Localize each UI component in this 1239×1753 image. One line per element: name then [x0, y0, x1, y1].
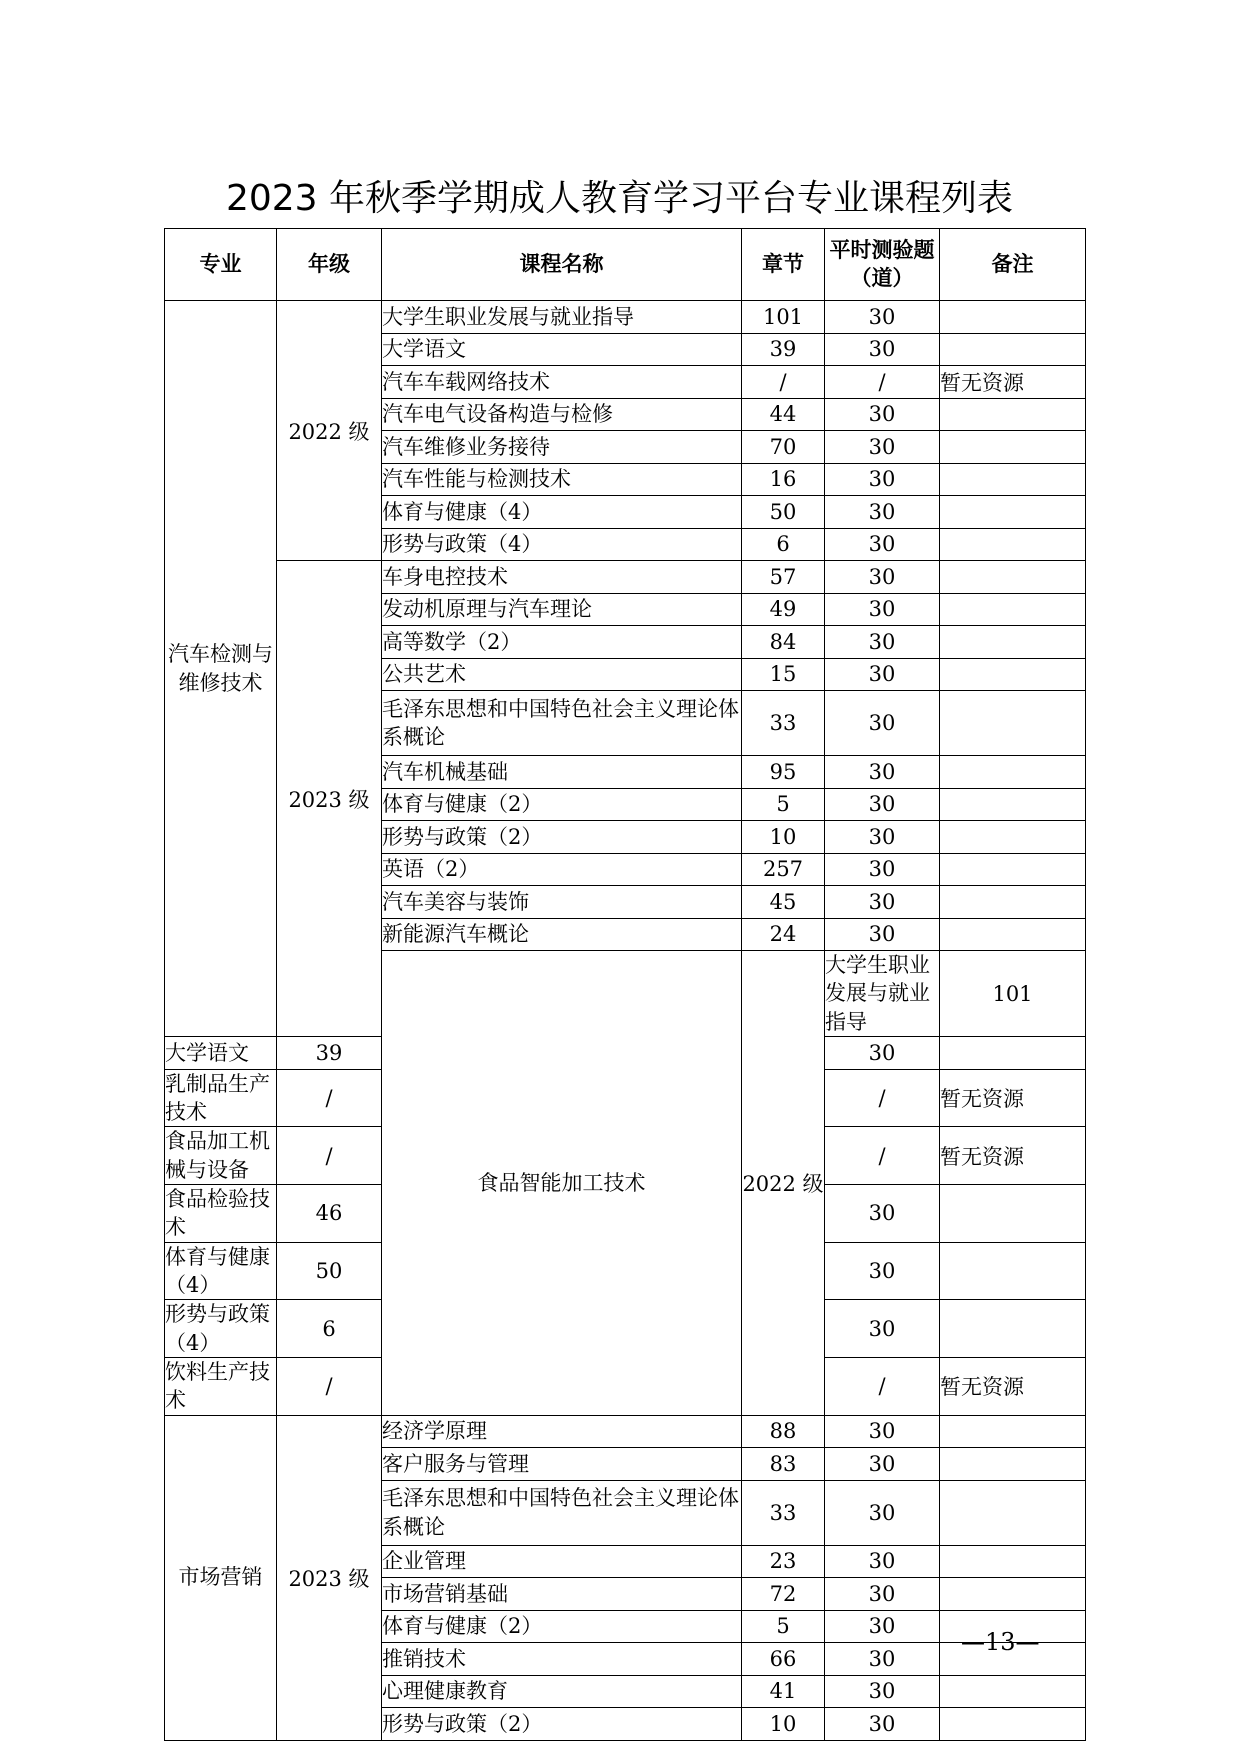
chapters-cell: 5 — [742, 1610, 825, 1643]
quiz-count-cell: / — [825, 1069, 940, 1127]
chapters-cell: 95 — [742, 756, 825, 789]
course-name-cell: 公共艺术 — [382, 658, 742, 691]
chapters-cell: 16 — [742, 463, 825, 496]
note-cell — [940, 853, 1086, 886]
chapters-cell: 49 — [742, 593, 825, 626]
quiz-count-cell: 30 — [825, 398, 940, 431]
note-cell — [940, 1184, 1086, 1242]
table-row — [165, 561, 1086, 594]
course-name-cell: 毛泽东思想和中国特色社会主义理论体系概论 — [382, 691, 742, 756]
note-cell — [940, 1675, 1086, 1708]
table-row — [165, 1415, 1086, 1448]
note-cell — [940, 561, 1086, 594]
note-cell — [940, 788, 1086, 821]
note-cell — [940, 1300, 1086, 1358]
grade-cell: 2022 级 — [277, 301, 382, 561]
quiz-count-cell: 30 — [825, 1242, 940, 1300]
chapters-cell: 33 — [742, 691, 825, 756]
note-cell — [940, 1480, 1086, 1545]
quiz-count-cell: 30 — [825, 301, 940, 334]
quiz-count-cell: 30 — [825, 658, 940, 691]
quiz-count-cell: 30 — [825, 886, 940, 919]
course-name-cell: 客户服务与管理 — [382, 1448, 742, 1481]
course-name-cell: 大学生职业发展与就业指导 — [825, 951, 940, 1037]
chapters-cell: 33 — [742, 1480, 825, 1545]
major-cell: 市场营销 — [165, 1415, 277, 1740]
note-cell — [940, 1578, 1086, 1611]
grade-cell: 2023 级 — [277, 561, 382, 1037]
course-name-cell: 食品检验技术 — [165, 1184, 277, 1242]
note-cell — [940, 1037, 1086, 1070]
quiz-count-cell: 30 — [825, 691, 940, 756]
course-name-cell: 发动机原理与汽车理论 — [382, 593, 742, 626]
chapters-cell: 84 — [742, 626, 825, 659]
chapters-cell: 46 — [277, 1184, 382, 1242]
quiz-count-cell: 30 — [825, 593, 940, 626]
note-cell — [940, 1708, 1086, 1741]
note-cell: 暂无资源 — [940, 1357, 1086, 1415]
table-header — [165, 229, 1086, 301]
chapters-cell: 5 — [742, 788, 825, 821]
chapters-cell: 257 — [742, 853, 825, 886]
quiz-count-cell: 30 — [825, 1300, 940, 1358]
page-number: —13— — [961, 1628, 1040, 1656]
chapters-cell: 6 — [277, 1300, 382, 1358]
course-name-cell: 英语（2） — [382, 853, 742, 886]
chapters-cell: 15 — [742, 658, 825, 691]
quiz-count-cell: 30 — [825, 1480, 940, 1545]
quiz-count-cell: 30 — [825, 1643, 940, 1676]
header-row — [165, 229, 1086, 301]
course-name-cell: 汽车车载网络技术 — [382, 366, 742, 399]
chapters-cell: 50 — [742, 496, 825, 529]
chapters-cell: / — [277, 1127, 382, 1185]
quiz-count-cell: 30 — [825, 1037, 940, 1070]
quiz-count-cell: 30 — [825, 1184, 940, 1242]
quiz-count-cell: 30 — [825, 1708, 940, 1741]
course-name-cell: 乳制品生产技术 — [165, 1069, 277, 1127]
course-name-cell: 毛泽东思想和中国特色社会主义理论体系概论 — [382, 1480, 742, 1545]
quiz-count-cell: 30 — [825, 918, 940, 951]
note-cell — [940, 691, 1086, 756]
quiz-count-cell: 30 — [825, 431, 940, 464]
course-name-cell: 汽车性能与检测技术 — [382, 463, 742, 496]
table-row — [165, 301, 1086, 334]
chapters-cell: 70 — [742, 431, 825, 464]
note-cell — [940, 333, 1086, 366]
header-course: 课程名称 — [382, 229, 742, 301]
course-name-cell: 体育与健康（2） — [382, 788, 742, 821]
course-name-cell: 体育与健康（4） — [165, 1242, 277, 1300]
note-cell — [940, 1242, 1086, 1300]
chapters-cell: 41 — [742, 1675, 825, 1708]
course-name-cell: 汽车电气设备构造与检修 — [382, 398, 742, 431]
chapters-cell: 6 — [742, 528, 825, 561]
quiz-count-cell: 30 — [825, 463, 940, 496]
chapters-cell: 83 — [742, 1448, 825, 1481]
chapters-cell: / — [742, 366, 825, 399]
course-name-cell: 市场营销基础 — [382, 1578, 742, 1611]
note-cell — [940, 886, 1086, 919]
course-name-cell: 汽车维修业务接待 — [382, 431, 742, 464]
note-cell: 暂无资源 — [940, 366, 1086, 399]
quiz-count-cell: 30 — [825, 1545, 940, 1578]
course-name-cell: 形势与政策（2） — [382, 821, 742, 854]
table-body — [165, 301, 1086, 1741]
quiz-count-cell: 30 — [825, 333, 940, 366]
chapters-cell: 45 — [742, 886, 825, 919]
note-cell — [940, 1415, 1086, 1448]
course-name-cell: 高等数学（2） — [382, 626, 742, 659]
quiz-count-cell: 30 — [825, 788, 940, 821]
quiz-count-cell: 30 — [825, 1610, 940, 1643]
note-cell — [940, 1545, 1086, 1578]
course-name-cell: 企业管理 — [382, 1545, 742, 1578]
chapters-cell: 10 — [742, 821, 825, 854]
course-name-cell: 心理健康教育 — [382, 1675, 742, 1708]
page-title: 2023 年秋季学期成人教育学习平台专业课程列表 — [225, 178, 1014, 219]
note-cell: 暂无资源 — [940, 1069, 1086, 1127]
course-name-cell: 体育与健康（2） — [382, 1610, 742, 1643]
note-cell — [940, 528, 1086, 561]
note-cell — [940, 821, 1086, 854]
chapters-cell: 72 — [742, 1578, 825, 1611]
note-cell — [940, 431, 1086, 464]
note-cell — [940, 301, 1086, 334]
quiz-count-cell: 30 — [825, 756, 940, 789]
quiz-count-cell: / — [825, 1127, 940, 1185]
quiz-count-cell: 30 — [825, 626, 940, 659]
header-chapters: 章节 — [742, 229, 825, 301]
grade-cell: 2022 级 — [742, 951, 825, 1416]
quiz-count-cell: 30 — [825, 1578, 940, 1611]
quiz-count-cell: 30 — [825, 821, 940, 854]
chapters-cell: 88 — [742, 1415, 825, 1448]
note-cell — [940, 756, 1086, 789]
major-cell: 汽车检测与维修技术 — [165, 301, 277, 1037]
quiz-count-cell: / — [825, 1357, 940, 1415]
note-cell — [940, 658, 1086, 691]
grade-cell: 2023 级 — [277, 1415, 382, 1740]
course-name-cell: 汽车美容与装饰 — [382, 886, 742, 919]
quiz-count-cell: 30 — [825, 853, 940, 886]
quiz-count-cell: 30 — [825, 496, 940, 529]
chapters-cell: / — [277, 1357, 382, 1415]
chapters-cell: 39 — [742, 333, 825, 366]
note-cell — [940, 918, 1086, 951]
note-cell: 暂无资源 — [940, 1127, 1086, 1185]
quiz-count-cell: / — [825, 366, 940, 399]
chapters-cell: 66 — [742, 1643, 825, 1676]
quiz-count-cell: 30 — [825, 561, 940, 594]
quiz-count-cell: 30 — [825, 1415, 940, 1448]
course-name-cell: 大学语文 — [165, 1037, 277, 1070]
quiz-count-cell: 30 — [825, 1675, 940, 1708]
chapters-cell: / — [277, 1069, 382, 1127]
note-cell — [940, 463, 1086, 496]
quiz-count-cell: 30 — [825, 528, 940, 561]
course-name-cell: 形势与政策（4） — [165, 1300, 277, 1358]
header-quiz: 平时测验题（道） — [825, 229, 940, 301]
chapters-cell: 39 — [277, 1037, 382, 1070]
chapters-cell: 101 — [940, 951, 1086, 1037]
course-name-cell: 饮料生产技术 — [165, 1357, 277, 1415]
course-name-cell: 形势与政策（2） — [382, 1708, 742, 1741]
course-name-cell: 经济学原理 — [382, 1415, 742, 1448]
header-major: 专业 — [165, 229, 277, 301]
chapters-cell: 10 — [742, 1708, 825, 1741]
header-grade: 年级 — [277, 229, 382, 301]
course-name-cell: 车身电控技术 — [382, 561, 742, 594]
note-cell — [940, 626, 1086, 659]
course-name-cell: 汽车机械基础 — [382, 756, 742, 789]
chapters-cell: 50 — [277, 1242, 382, 1300]
chapters-cell: 44 — [742, 398, 825, 431]
course-name-cell: 大学语文 — [382, 333, 742, 366]
chapters-cell: 24 — [742, 918, 825, 951]
chapters-cell: 23 — [742, 1545, 825, 1578]
course-table — [164, 228, 1086, 1741]
note-cell — [940, 593, 1086, 626]
course-name-cell: 食品加工机械与设备 — [165, 1127, 277, 1185]
course-name-cell: 体育与健康（4） — [382, 496, 742, 529]
course-name-cell: 大学生职业发展与就业指导 — [382, 301, 742, 334]
course-name-cell: 形势与政策（4） — [382, 528, 742, 561]
major-cell: 食品智能加工技术 — [382, 951, 742, 1416]
chapters-cell: 57 — [742, 561, 825, 594]
header-note: 备注 — [940, 229, 1086, 301]
course-name-cell: 推销技术 — [382, 1643, 742, 1676]
note-cell — [940, 1448, 1086, 1481]
note-cell — [940, 496, 1086, 529]
quiz-count-cell: 30 — [825, 1448, 940, 1481]
course-name-cell: 新能源汽车概论 — [382, 918, 742, 951]
chapters-cell: 101 — [742, 301, 825, 334]
note-cell — [940, 398, 1086, 431]
